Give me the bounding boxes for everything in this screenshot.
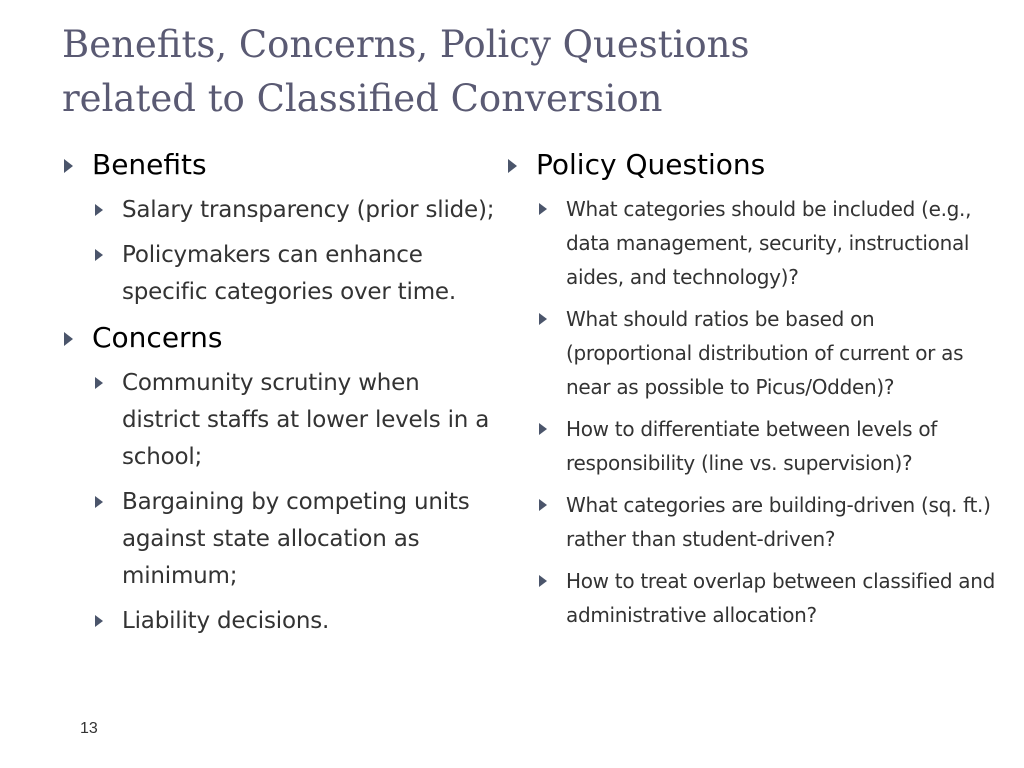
triangle-right-icon: [539, 423, 547, 435]
triangle-right-icon: [95, 377, 103, 389]
slide-title: [62, 18, 982, 126]
triangle-right-icon: [95, 615, 103, 627]
triangle-right-icon: [539, 313, 547, 325]
triangle-right-icon: [95, 249, 103, 261]
list-item: [506, 488, 1002, 556]
list-item-text: Salary transparency (prior slide);: [122, 197, 495, 223]
list-item: [62, 192, 502, 229]
list-item: [62, 603, 502, 640]
policy-questions-heading: [506, 146, 1002, 184]
concerns-list: [62, 365, 502, 640]
list-item-text: How to treat overlap between classified and administrative allocation?: [566, 569, 996, 627]
list-item-text: Liability decisions.: [122, 608, 330, 634]
right-column: [506, 146, 1002, 632]
benefits-list: [62, 192, 502, 311]
list-item: [506, 412, 1002, 480]
policy-questions-heading-label: Policy Questions: [536, 148, 766, 181]
left-column: [62, 146, 502, 640]
triangle-right-icon: [95, 496, 103, 508]
triangle-right-icon: [64, 159, 73, 173]
list-item-text: What should ratios be based on (proportional distribution of current or as near as possible to Picus/Odden)?: [566, 307, 964, 399]
concerns-heading-label: Concerns: [92, 321, 223, 354]
triangle-right-icon: [539, 575, 547, 587]
list-item: [62, 237, 502, 311]
list-item: [62, 365, 502, 476]
list-item-text: What categories are building-driven (sq. ft.) rather than student-driven?: [566, 493, 991, 551]
list-item-text: How to differentiate between levels of responsibility (line vs. supervision)?: [566, 417, 938, 475]
list-item: [62, 484, 502, 595]
list-item: [506, 192, 1002, 294]
slide-number: 13: [80, 720, 98, 737]
list-item: [506, 302, 1002, 404]
triangle-right-icon: [64, 332, 73, 346]
slide-title-line-2: related to Classified Conversion: [62, 77, 663, 120]
triangle-right-icon: [508, 159, 517, 173]
slide-title-line-1: Benefits, Concerns, Policy Questions: [62, 23, 750, 66]
triangle-right-icon: [539, 203, 547, 215]
benefits-heading-label: Benefits: [92, 148, 207, 181]
triangle-right-icon: [95, 204, 103, 216]
benefits-heading: [62, 146, 502, 184]
list-item-text: Policymakers can enhance specific categories over time.: [122, 242, 456, 305]
policy-questions-list: [506, 192, 1002, 632]
list-item-text: What categories should be included (e.g., data management, security, instructional aides, and technology)?: [566, 197, 972, 289]
list-item: [506, 564, 1002, 632]
list-item-text: Community scrutiny when district staffs at lower levels in a school;: [122, 370, 490, 470]
concerns-heading: [62, 319, 502, 357]
list-item-text: Bargaining by competing units against state allocation as minimum;: [122, 489, 470, 589]
triangle-right-icon: [539, 499, 547, 511]
